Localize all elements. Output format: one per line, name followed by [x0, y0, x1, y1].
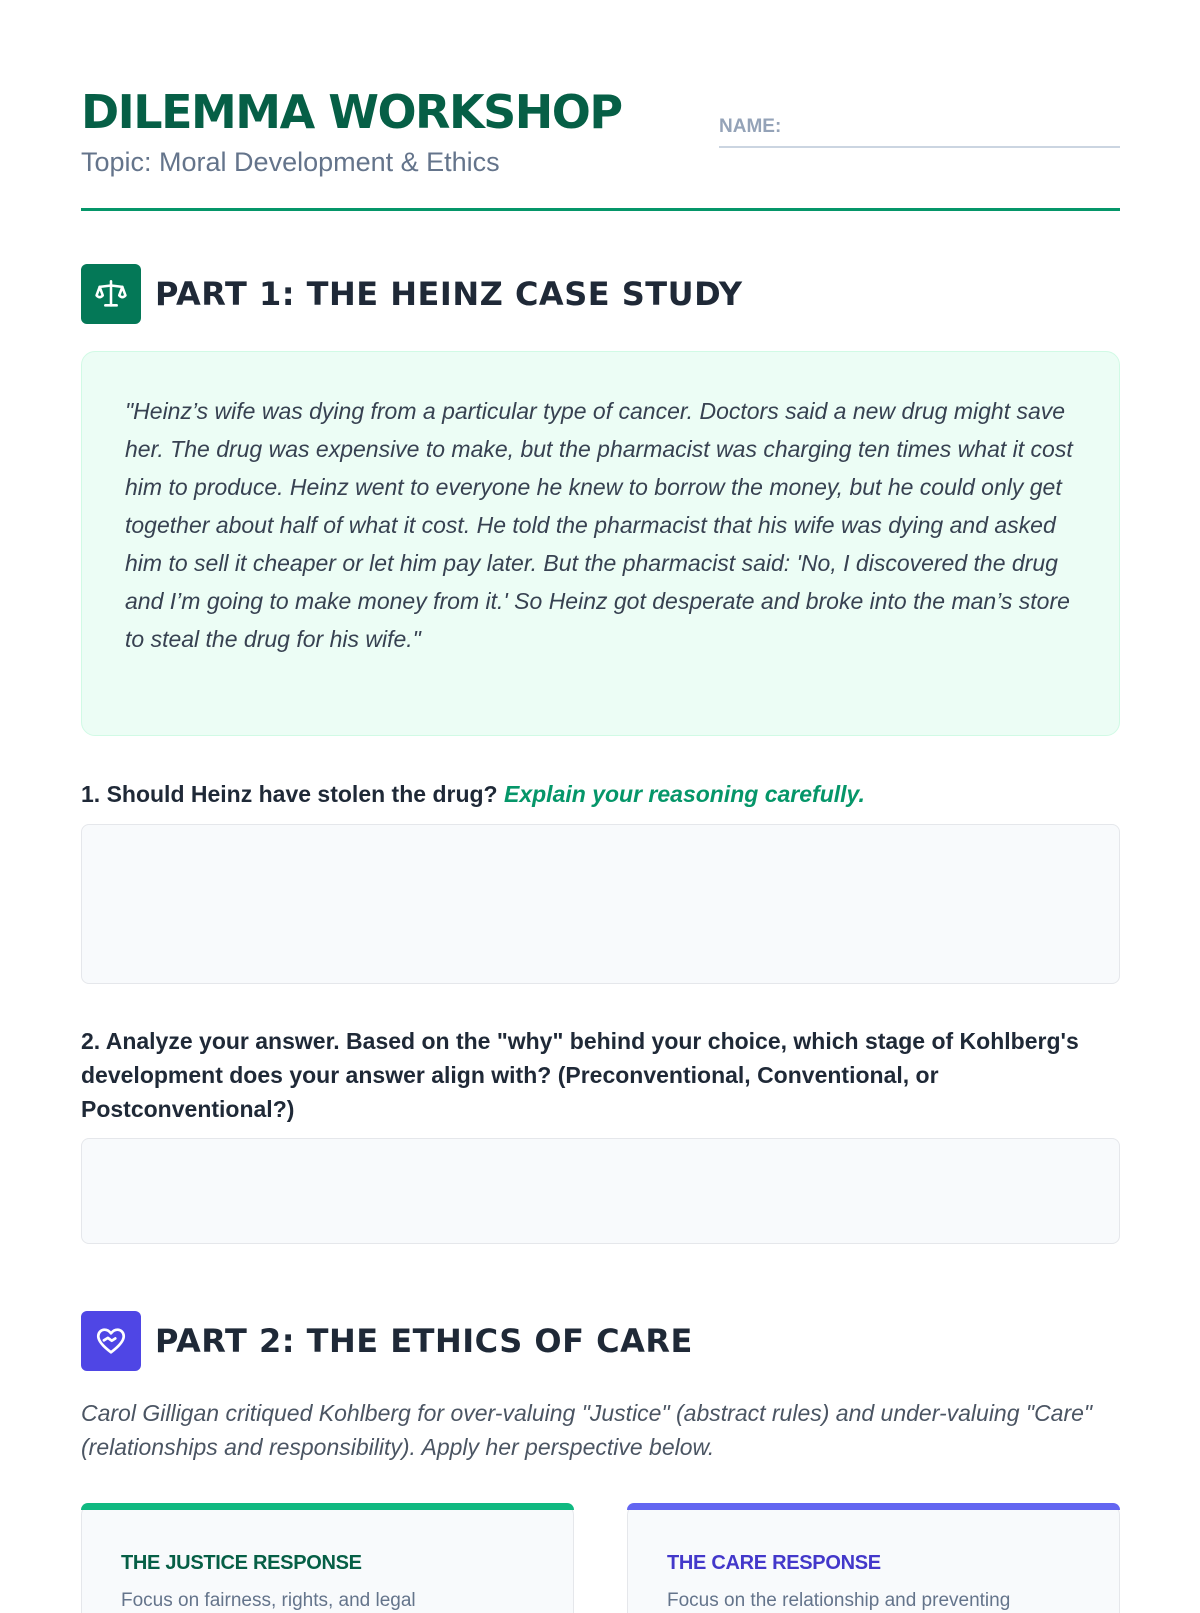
answer-box-2[interactable]: [81, 1138, 1120, 1244]
care-response-desc: Focus on the relationship and preventing: [667, 1590, 1011, 1611]
header-divider: [81, 208, 1120, 211]
justice-response-title: THE JUSTICE RESPONSE: [121, 1552, 362, 1574]
topic-subtitle: Topic: Moral Development & Ethics: [81, 147, 500, 177]
case-study-text: "Heinz’s wife was dying from a particular type of cancer. Doctors said a new drug might save her. The drug was expensive to make, but the pharmacist was charging ten times what it cost him to produce. Heinz went to everyone he knew to borrow the money, but he could only get together about half of what it cost. He told the pharmacist that his wife was dying and asked him to sell it cheaper or let him pay later. But the pharmacist said: 'No, I discovered the drug and I’m going to make money from it.' So Heinz got desperate and broke into the man’s store to steal the drug for his wife.": [125, 398, 1073, 652]
part2-heading: [81, 1311, 1120, 1371]
care-card-accent: [627, 1503, 1120, 1510]
part1-heading: [81, 264, 1120, 324]
part2-intro: Carol Gilligan critiqued Kohlberg for over-valuing "Justice" (abstract rules) and under-valuing "Care" (relationships and responsibility). Apply her perspective below.: [81, 1400, 1093, 1460]
justice-response-desc: Focus on fairness, rights, and legal: [121, 1590, 416, 1611]
question-1-hint: Explain your reasoning carefully.: [504, 781, 865, 807]
name-label: NAME:: [719, 116, 782, 137]
question-1-text: 1. Should Heinz have stolen the drug?: [81, 781, 498, 807]
page-title: DILEMMA WORKSHOP: [81, 85, 622, 139]
worksheet-page: [81, 0, 1120, 1611]
justice-response-card: [81, 1503, 574, 1613]
question-1: [81, 777, 1120, 811]
question-2: 2. Analyze your answer. Based on the "why" behind your choice, which stage of Kohlberg's development does your answer align with? (Preconventional, Conventional, or Postconventional?): [81, 1028, 1079, 1122]
worksheet-header: [81, 84, 1120, 211]
heart-hands-icon: [81, 1311, 141, 1371]
part1-title: PART 1: THE HEINZ CASE STUDY: [155, 275, 743, 313]
name-field[interactable]: [719, 112, 1120, 148]
justice-card-accent: [81, 1503, 574, 1510]
case-study-box: [81, 351, 1120, 736]
care-response-card: [627, 1503, 1120, 1613]
scales-icon: [81, 264, 141, 324]
answer-box-1[interactable]: [81, 824, 1120, 984]
care-response-title: THE CARE RESPONSE: [667, 1552, 881, 1574]
part2-title: PART 2: THE ETHICS OF CARE: [155, 1322, 693, 1360]
